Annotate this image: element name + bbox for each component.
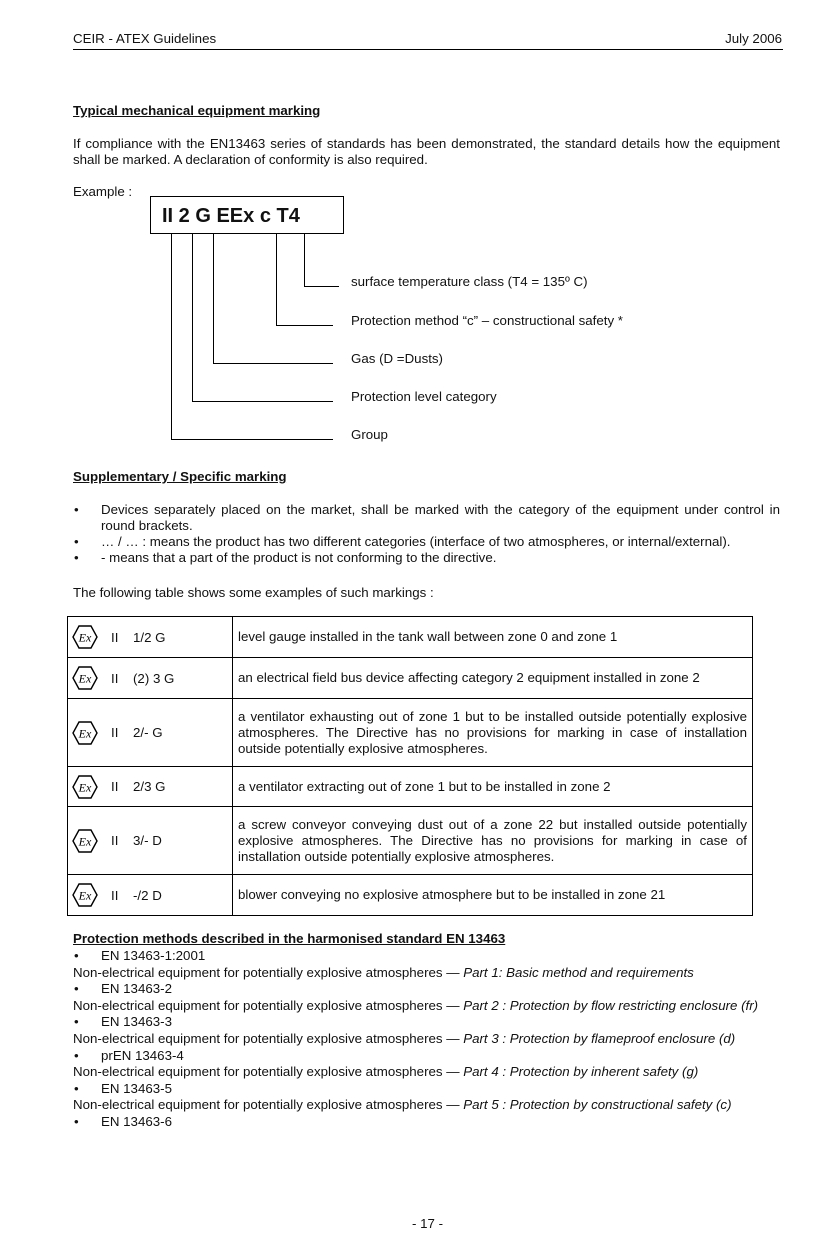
example-label: Example : <box>73 184 133 199</box>
ex-hexagon-icon <box>72 665 98 691</box>
table-row <box>68 699 753 767</box>
section-title-protection-methods: Protection methods described in the harmonised standard EN 13463 <box>73 931 506 946</box>
label-protection-level: Protection level category <box>351 389 497 404</box>
standard-item: • EN 13463-6 <box>73 1114 783 1131</box>
marking-cell <box>68 807 233 875</box>
connector-method-v <box>276 234 277 325</box>
bullet-item: • Devices separately placed on the market, shall be marked with the category of the equipment under control in round brackets. <box>73 502 780 534</box>
label-group: Group <box>351 427 388 442</box>
standard-description: Non-electrical equipment for potentially explosive atmospheres — Part 4 : Protection by inherent safety (g) <box>73 1064 699 1080</box>
connector-group-h <box>171 439 333 440</box>
group-value: II <box>111 670 119 686</box>
standard-description: Non-electrical equipment for potentially explosive atmospheres — Part 3 : Protection by flameproof enclosure (d) <box>73 1030 736 1046</box>
connector-temp-h <box>304 286 339 287</box>
header-title: CEIR - ATEX Guidelines <box>73 31 217 46</box>
table-row <box>68 767 753 807</box>
svg-text:Ex: Ex <box>78 630 92 645</box>
bullet-item: • … / … : means the product has two different categories (interface of two atmospheres, or internal/external). <box>73 534 780 550</box>
standard-description: Non-electrical equipment for potentially explosive atmospheres — Part 1: Basic method and requirements <box>73 964 694 980</box>
group-value: II <box>111 887 119 903</box>
connector-category-h <box>192 401 333 402</box>
table-intro: The following table shows some examples of such markings : <box>73 585 434 600</box>
standard-item: • EN 13463-2 <box>73 981 783 998</box>
marking-cell <box>68 767 233 807</box>
standard-item: • EN 13463-3 <box>73 1014 783 1031</box>
category-value: 2/- G <box>133 725 163 740</box>
connector-gas-v <box>213 234 214 363</box>
category-value: (2) 3 G <box>133 670 175 686</box>
standard-item: • EN 13463-5 <box>73 1081 783 1098</box>
markings-table <box>67 616 753 916</box>
standard-item: • prEN 13463-4 <box>73 1048 783 1065</box>
header-date: July 2006 <box>725 31 782 46</box>
table-row <box>68 807 753 875</box>
supplementary-bullets <box>73 502 780 566</box>
standard-item: • EN 13463-1:2001 <box>73 948 783 965</box>
group-value: II <box>111 629 119 645</box>
ex-hexagon-icon <box>72 720 98 746</box>
section-title-typical-marking: Typical mechanical equipment marking <box>73 103 321 118</box>
description-cell: blower conveying no explosive atmosphere but to be installed in zone 21 <box>233 875 753 916</box>
ex-hexagon-icon <box>72 774 98 800</box>
svg-text:Ex: Ex <box>78 726 92 740</box>
ex-hexagon-icon <box>72 882 98 908</box>
description-cell: a ventilator exhausting out of zone 1 but to be installed outside potentially explosive atmospheres. The Directive has no provisions for marking in case of installation outside potentially explosive atmospheres. <box>233 699 753 767</box>
group-value: II <box>111 779 119 794</box>
connector-temp-v <box>304 234 305 286</box>
marking-cell <box>68 875 233 916</box>
group-value: II <box>111 833 119 848</box>
label-temperature-class: surface temperature class (T4 = 135º C) <box>351 274 588 289</box>
description-cell: a screw conveyor conveying dust out of a zone 22 but installed outside potentially explosive atmospheres. The Directive has no provisions for marking in case of installation outside potentially explosive atmospheres. <box>233 807 753 875</box>
group-value: II <box>111 725 119 740</box>
label-gas: Gas (D =Dusts) <box>351 351 443 366</box>
ex-hexagon-icon <box>72 828 98 854</box>
category-value: 2/3 G <box>133 779 166 794</box>
marking-cell <box>68 617 233 658</box>
page-number: - 17 - <box>411 1216 444 1231</box>
ex-hexagon-icon <box>72 624 98 650</box>
header-rule <box>73 49 783 50</box>
category-value: 3/- D <box>133 833 162 848</box>
svg-text:Ex: Ex <box>78 671 92 686</box>
connector-method-h <box>276 325 333 326</box>
standards-list <box>73 948 783 1131</box>
marking-cell <box>68 699 233 767</box>
svg-text:Ex: Ex <box>78 834 92 848</box>
table-row <box>68 617 753 658</box>
marking-cell <box>68 658 233 699</box>
description-cell: an electrical field bus device affecting category 2 equipment installed in zone 2 <box>233 658 753 699</box>
section-title-supplementary: Supplementary / Specific marking <box>73 469 287 484</box>
table-row <box>68 875 753 916</box>
category-value: 1/2 G <box>133 629 166 645</box>
section-paragraph: If compliance with the EN13463 series of standards has been demonstrated, the standard details how the equipment shall be marked. A declaration of conformity is also required. <box>73 136 780 167</box>
label-protection-method: Protection method “c” – constructional safety * <box>351 313 623 328</box>
description-cell: a ventilator extracting out of zone 1 but to be installed in zone 2 <box>233 767 753 807</box>
connector-category-v <box>192 234 193 401</box>
svg-text:Ex: Ex <box>78 888 92 903</box>
connector-group-v <box>171 234 172 439</box>
standard-description: Non-electrical equipment for potentially explosive atmospheres — Part 2 : Protection by flow restricting enclosure (fr) <box>73 997 759 1013</box>
standard-description: Non-electrical equipment for potentially explosive atmospheres — Part 5 : Protection by constructional safety (c) <box>73 1097 732 1113</box>
connector-gas-h <box>213 363 333 364</box>
bullet-item: • - means that a part of the product is not conforming to the directive. <box>73 550 780 566</box>
marking-example-box: II 2 G EEx c T4 <box>150 196 344 234</box>
svg-text:Ex: Ex <box>78 780 92 794</box>
table-row <box>68 658 753 699</box>
description-cell: level gauge installed in the tank wall between zone 0 and zone 1 <box>233 617 753 658</box>
category-value: -/2 D <box>133 887 162 903</box>
